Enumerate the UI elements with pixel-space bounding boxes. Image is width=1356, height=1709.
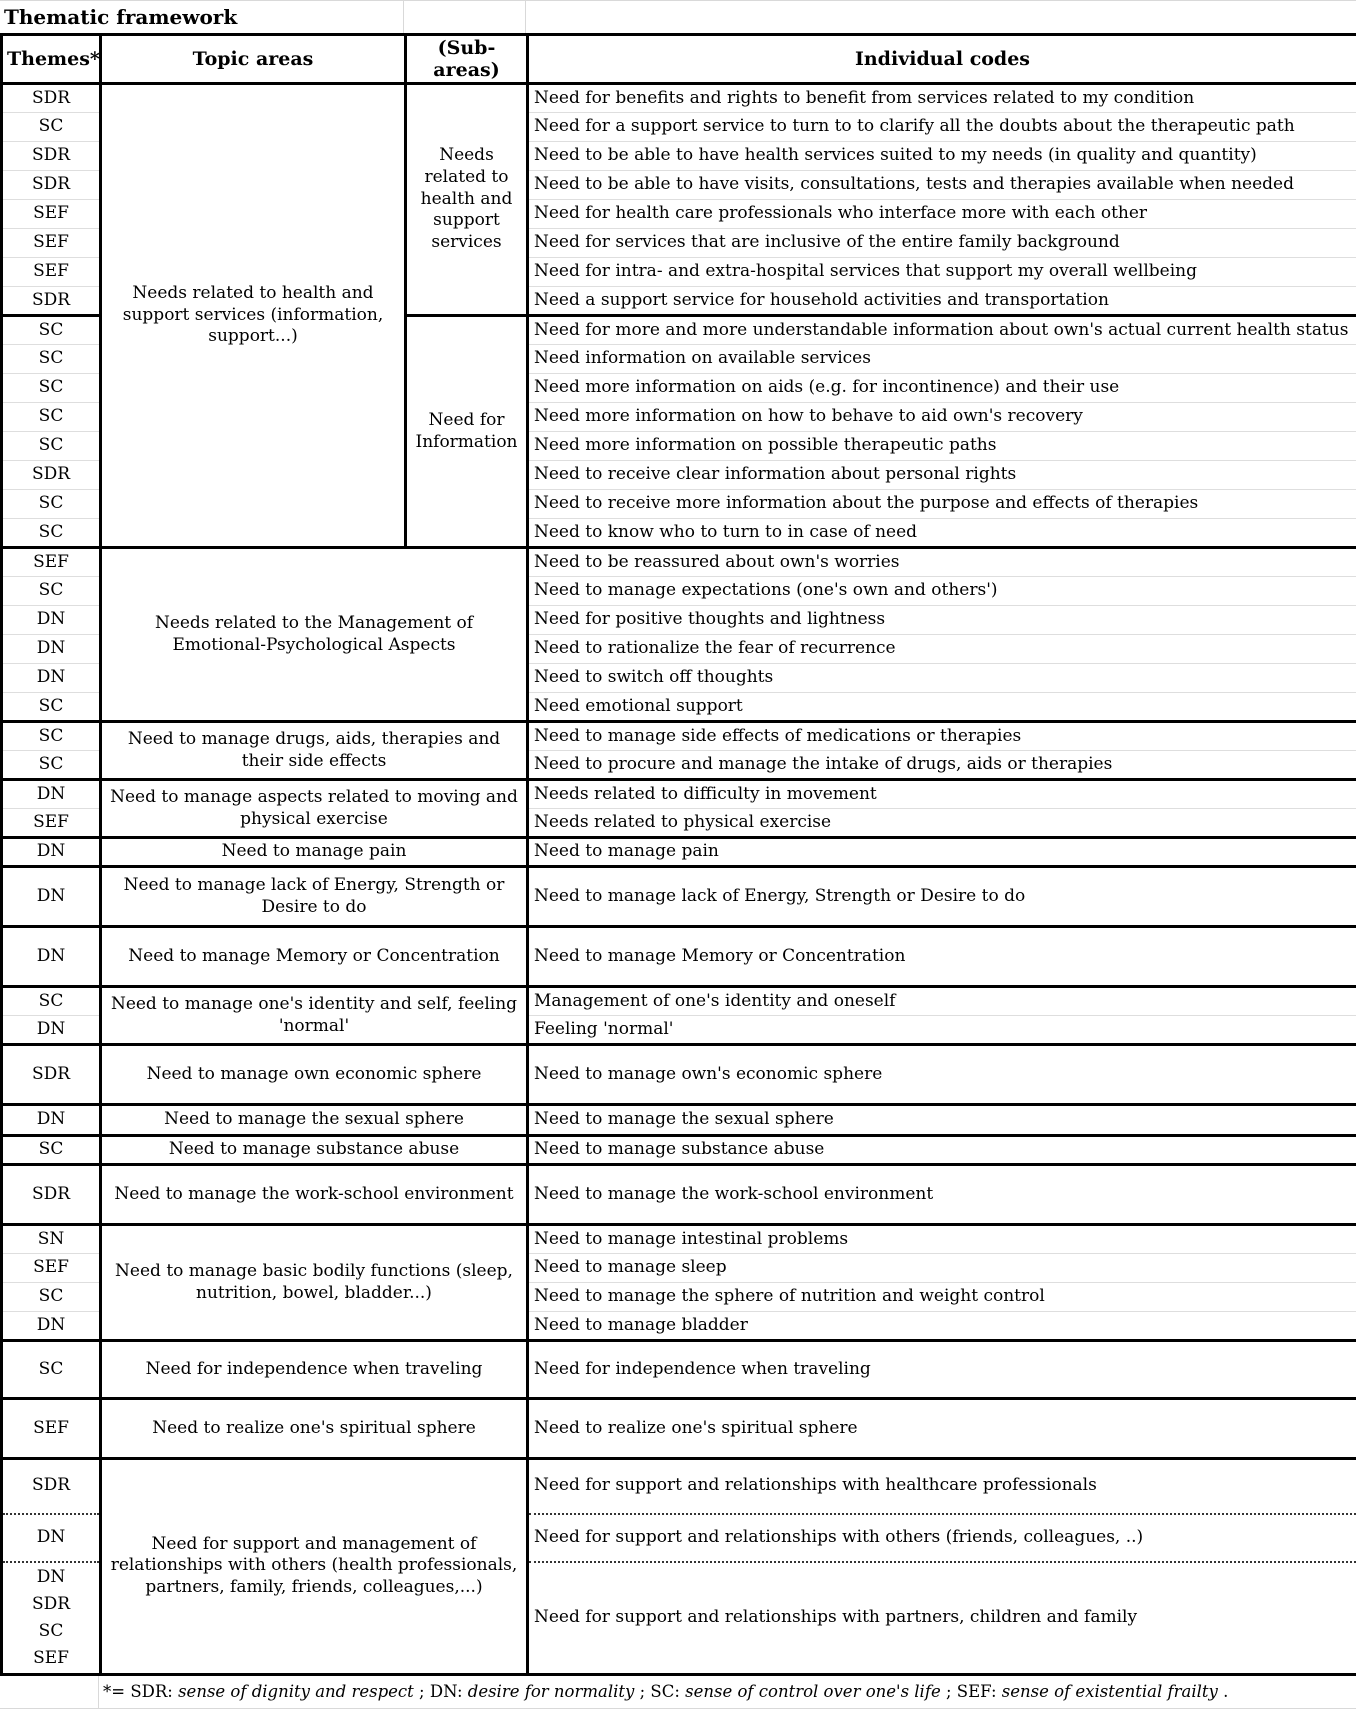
- theme-code-cell: SEF: [2, 1399, 101, 1459]
- title-empty-cell: [404, 1, 526, 33]
- footnote-abbr: SEF:: [957, 1682, 1002, 1701]
- individual-code-cell: Need to be able to have visits, consultations, tests and therapies available when needed: [528, 171, 1356, 200]
- theme-code-cell: SC: [2, 113, 101, 142]
- individual-code-cell: Need to be reassured about own's worries: [528, 548, 1356, 577]
- individual-code-cell: Need for intra- and extra-hospital services that support my overall wellbeing: [528, 258, 1356, 287]
- footnote-prefix: *=: [103, 1682, 130, 1701]
- individual-code-cell: Need to receive more information about the purpose and effects of therapies: [528, 490, 1356, 519]
- individual-code-cell: Needs related to physical exercise: [528, 809, 1356, 838]
- theme-code-cell: SDR: [2, 287, 101, 316]
- individual-code-cell: Need for health care professionals who interface more with each other: [528, 200, 1356, 229]
- individual-code-cell: Need to know who to turn to in case of need: [528, 519, 1356, 548]
- table-row: [2, 1136, 1356, 1165]
- table-row: [2, 1225, 1356, 1254]
- theme-code-cell: DN: [2, 1105, 101, 1136]
- theme-code-cell: SDR: [2, 84, 101, 113]
- table-row: [2, 1459, 1356, 1514]
- theme-code-cell: DN: [2, 635, 101, 664]
- table-row: [2, 780, 1356, 809]
- theme-code: DN: [7, 1564, 95, 1591]
- topic-area-cell: Need for support and management of relationships with others (health professionals, partners, family, friends, colleagues,...): [101, 1459, 528, 1675]
- theme-code: SDR: [7, 1591, 95, 1618]
- topic-area-cell: Need to manage Memory or Concentration: [101, 927, 528, 987]
- theme-code-cell: SDR: [2, 142, 101, 171]
- individual-code-cell: Feeling 'normal': [528, 1016, 1356, 1045]
- individual-code-cell: Need to rationalize the fear of recurrence: [528, 635, 1356, 664]
- theme-code-cell: SEF: [2, 200, 101, 229]
- col-header-sub-areas: (Sub-areas): [406, 35, 528, 84]
- individual-code-cell: Need to be able to have health services suited to my needs (in quality and quantity): [528, 142, 1356, 171]
- individual-code-cell: Need a support service for household activities and transportation: [528, 287, 1356, 316]
- individual-code-cell: Need for support and relationships with others (friends, colleagues, ..): [528, 1514, 1356, 1562]
- theme-code-cell: DN: [2, 606, 101, 635]
- individual-code-cell: Need to manage side effects of medications or therapies: [528, 722, 1356, 751]
- footnote-definition: sense of existential frailty: [1002, 1682, 1218, 1701]
- theme-code-cell: SC: [2, 345, 101, 374]
- topic-area-cell: Needs related to health and support services (information, support...): [101, 84, 406, 548]
- theme-code-cell: SDR: [2, 1165, 101, 1225]
- topic-area-cell: Need for independence when traveling: [101, 1341, 528, 1399]
- theme-code-cell: SEF: [2, 548, 101, 577]
- col-header-themes: Themes*: [2, 35, 101, 84]
- topic-area-cell: Need to manage the work-school environment: [101, 1165, 528, 1225]
- col-header-individual-codes: Individual codes: [528, 35, 1356, 84]
- theme-code-cell: SC: [2, 693, 101, 722]
- theme-code-cell: SC: [2, 751, 101, 780]
- individual-code-cell: Need to manage pain: [528, 838, 1356, 867]
- theme-code-cell: DN: [2, 867, 101, 927]
- theme-code-cell: SEF: [2, 258, 101, 287]
- footnote-abbr: DN:: [430, 1682, 468, 1701]
- table-row: [2, 84, 1356, 113]
- individual-code-cell: Need to receive clear information about personal rights: [528, 461, 1356, 490]
- theme-code-cell: DN: [2, 1514, 101, 1562]
- topic-area-cell: Need to manage lack of Energy, Strength or Desire to do: [101, 867, 528, 927]
- theme-code-cell: SDR: [2, 461, 101, 490]
- theme-code-cell: SC: [2, 519, 101, 548]
- header-row: [2, 35, 1356, 84]
- theme-code-cell: SC: [2, 316, 101, 345]
- individual-code-cell: Need to manage the sexual sphere: [528, 1105, 1356, 1136]
- individual-code-cell: Need for a support service to turn to to clarify all the doubts about the therapeutic path: [528, 113, 1356, 142]
- page-title: Thematic framework: [0, 1, 404, 33]
- theme-code-cell: SC: [2, 1341, 101, 1399]
- footnote-row: [0, 1676, 1356, 1709]
- theme-code-cell: SEF: [2, 809, 101, 838]
- topic-area-cell: Need to manage substance abuse: [101, 1136, 528, 1165]
- topic-area-cell: Need to manage own economic sphere: [101, 1045, 528, 1105]
- individual-code-cell: Management of one's identity and oneself: [528, 987, 1356, 1016]
- individual-code-cell: Need to procure and manage the intake of drugs, aids or therapies: [528, 751, 1356, 780]
- theme-code-cell: SC: [2, 722, 101, 751]
- individual-code-cell: Needs related to difficulty in movement: [528, 780, 1356, 809]
- theme-code-cell: SC: [2, 374, 101, 403]
- individual-code-cell: Need for independence when traveling: [528, 1341, 1356, 1399]
- table-row: [2, 838, 1356, 867]
- sub-area-cell: Need for Information: [406, 316, 528, 548]
- individual-code-cell: Need to manage intestinal problems: [528, 1225, 1356, 1254]
- individual-code-cell: Need information on available services: [528, 345, 1356, 374]
- theme-code-cell: DN: [2, 780, 101, 809]
- individual-code-cell: Need to realize one's spiritual sphere: [528, 1399, 1356, 1459]
- topic-area-cell: Need to manage the sexual sphere: [101, 1105, 528, 1136]
- footnote-separator: ;: [414, 1682, 430, 1701]
- theme-code: SC: [7, 1618, 95, 1645]
- table-row: [2, 1341, 1356, 1399]
- theme-code-cell: DN: [2, 927, 101, 987]
- individual-code-cell: Need to manage expectations (one's own and others'): [528, 577, 1356, 606]
- thematic-framework-table: [0, 33, 1356, 1676]
- theme-code-cell: SEF: [2, 229, 101, 258]
- topic-area-cell: Need to manage drugs, aids, therapies and their side effects: [101, 722, 528, 780]
- individual-code-cell: Need to manage bladder: [528, 1312, 1356, 1341]
- table-row: [2, 722, 1356, 751]
- theme-code-cell: DN: [2, 838, 101, 867]
- footnote-abbr: SDR:: [130, 1682, 178, 1701]
- table-row: [2, 867, 1356, 927]
- title-row: [0, 0, 1356, 33]
- topic-area-cell: Need to manage basic bodily functions (sleep, nutrition, bowel, bladder...): [101, 1225, 528, 1341]
- theme-code-cell: SC: [2, 1136, 101, 1165]
- individual-code-cell: Need to manage substance abuse: [528, 1136, 1356, 1165]
- footnote-abbr: SC:: [650, 1682, 685, 1701]
- individual-code-cell: Need to switch off thoughts: [528, 664, 1356, 693]
- table-row: [2, 1399, 1356, 1459]
- theme-code-stack-cell: [2, 1562, 101, 1675]
- theme-code-cell: DN: [2, 664, 101, 693]
- individual-code-cell: Need more information on possible therapeutic paths: [528, 432, 1356, 461]
- theme-code-cell: DN: [2, 1016, 101, 1045]
- table-row: [2, 1105, 1356, 1136]
- topic-area-cell: Need to manage one's identity and self, feeling 'normal': [101, 987, 528, 1045]
- individual-code-cell: Need more information on how to behave to aid own's recovery: [528, 403, 1356, 432]
- individual-code-cell: Need to manage own's economic sphere: [528, 1045, 1356, 1105]
- theme-code-cell: SEF: [2, 1254, 101, 1283]
- theme-code-cell: SC: [2, 1283, 101, 1312]
- footnote-separator: .: [1218, 1682, 1229, 1701]
- individual-code-cell: Need for benefits and rights to benefit from services related to my condition: [528, 84, 1356, 113]
- individual-code-cell: Need to manage sleep: [528, 1254, 1356, 1283]
- individual-code-cell: Need to manage Memory or Concentration: [528, 927, 1356, 987]
- theme-code-cell: SDR: [2, 1459, 101, 1514]
- col-header-topic-areas: Topic areas: [101, 35, 406, 84]
- theme-code-cell: DN: [2, 1312, 101, 1341]
- footnote-definition: desire for normality: [468, 1682, 635, 1701]
- sub-area-cell: Needs related to health and support services: [406, 84, 528, 316]
- table-row: [2, 1165, 1356, 1225]
- topic-area-cell: Needs related to the Management of Emotional-Psychological Aspects: [101, 548, 528, 722]
- theme-code-cell: SC: [2, 987, 101, 1016]
- theme-code-cell: SC: [2, 490, 101, 519]
- title-empty-cell: [526, 1, 1356, 33]
- individual-code-cell: Need to manage the work-school environment: [528, 1165, 1356, 1225]
- footnote-separator: ;: [634, 1682, 650, 1701]
- table-row: [2, 548, 1356, 577]
- individual-code-cell: Need for services that are inclusive of the entire family background: [528, 229, 1356, 258]
- individual-code-cell: Need for positive thoughts and lightness: [528, 606, 1356, 635]
- table-row: [2, 927, 1356, 987]
- table-row: [2, 1045, 1356, 1105]
- table-row: [2, 987, 1356, 1016]
- theme-code: SEF: [7, 1645, 95, 1672]
- individual-code-cell: Need to manage lack of Energy, Strength or Desire to do: [528, 867, 1356, 927]
- individual-code-cell: Need to manage the sphere of nutrition and weight control: [528, 1283, 1356, 1312]
- topic-area-cell: Need to realize one's spiritual sphere: [101, 1399, 528, 1459]
- theme-code-cell: SC: [2, 403, 101, 432]
- theme-code-cell: SDR: [2, 1045, 101, 1105]
- footnote-separator: ;: [941, 1682, 957, 1701]
- theme-code-cell: SDR: [2, 171, 101, 200]
- topic-area-cell: Need to manage pain: [101, 838, 528, 867]
- individual-code-cell: Need more information on aids (e.g. for incontinence) and their use: [528, 374, 1356, 403]
- footnote-text: [99, 1676, 1356, 1708]
- theme-code-cell: SC: [2, 432, 101, 461]
- footnote-definition: sense of dignity and respect: [178, 1682, 414, 1701]
- theme-code-cell: SC: [2, 577, 101, 606]
- footnote-definition: sense of control over one's life: [685, 1682, 941, 1701]
- topic-area-cell: Need to manage aspects related to moving and physical exercise: [101, 780, 528, 838]
- individual-code-cell: Need emotional support: [528, 693, 1356, 722]
- theme-code-cell: SN: [2, 1225, 101, 1254]
- footnote-spacer-cell: [0, 1676, 99, 1708]
- individual-code-cell: Need for support and relationships with healthcare professionals: [528, 1459, 1356, 1514]
- individual-code-cell: Need for support and relationships with partners, children and family: [528, 1562, 1356, 1675]
- individual-code-cell: Need for more and more understandable information about own's actual current health status: [528, 316, 1356, 345]
